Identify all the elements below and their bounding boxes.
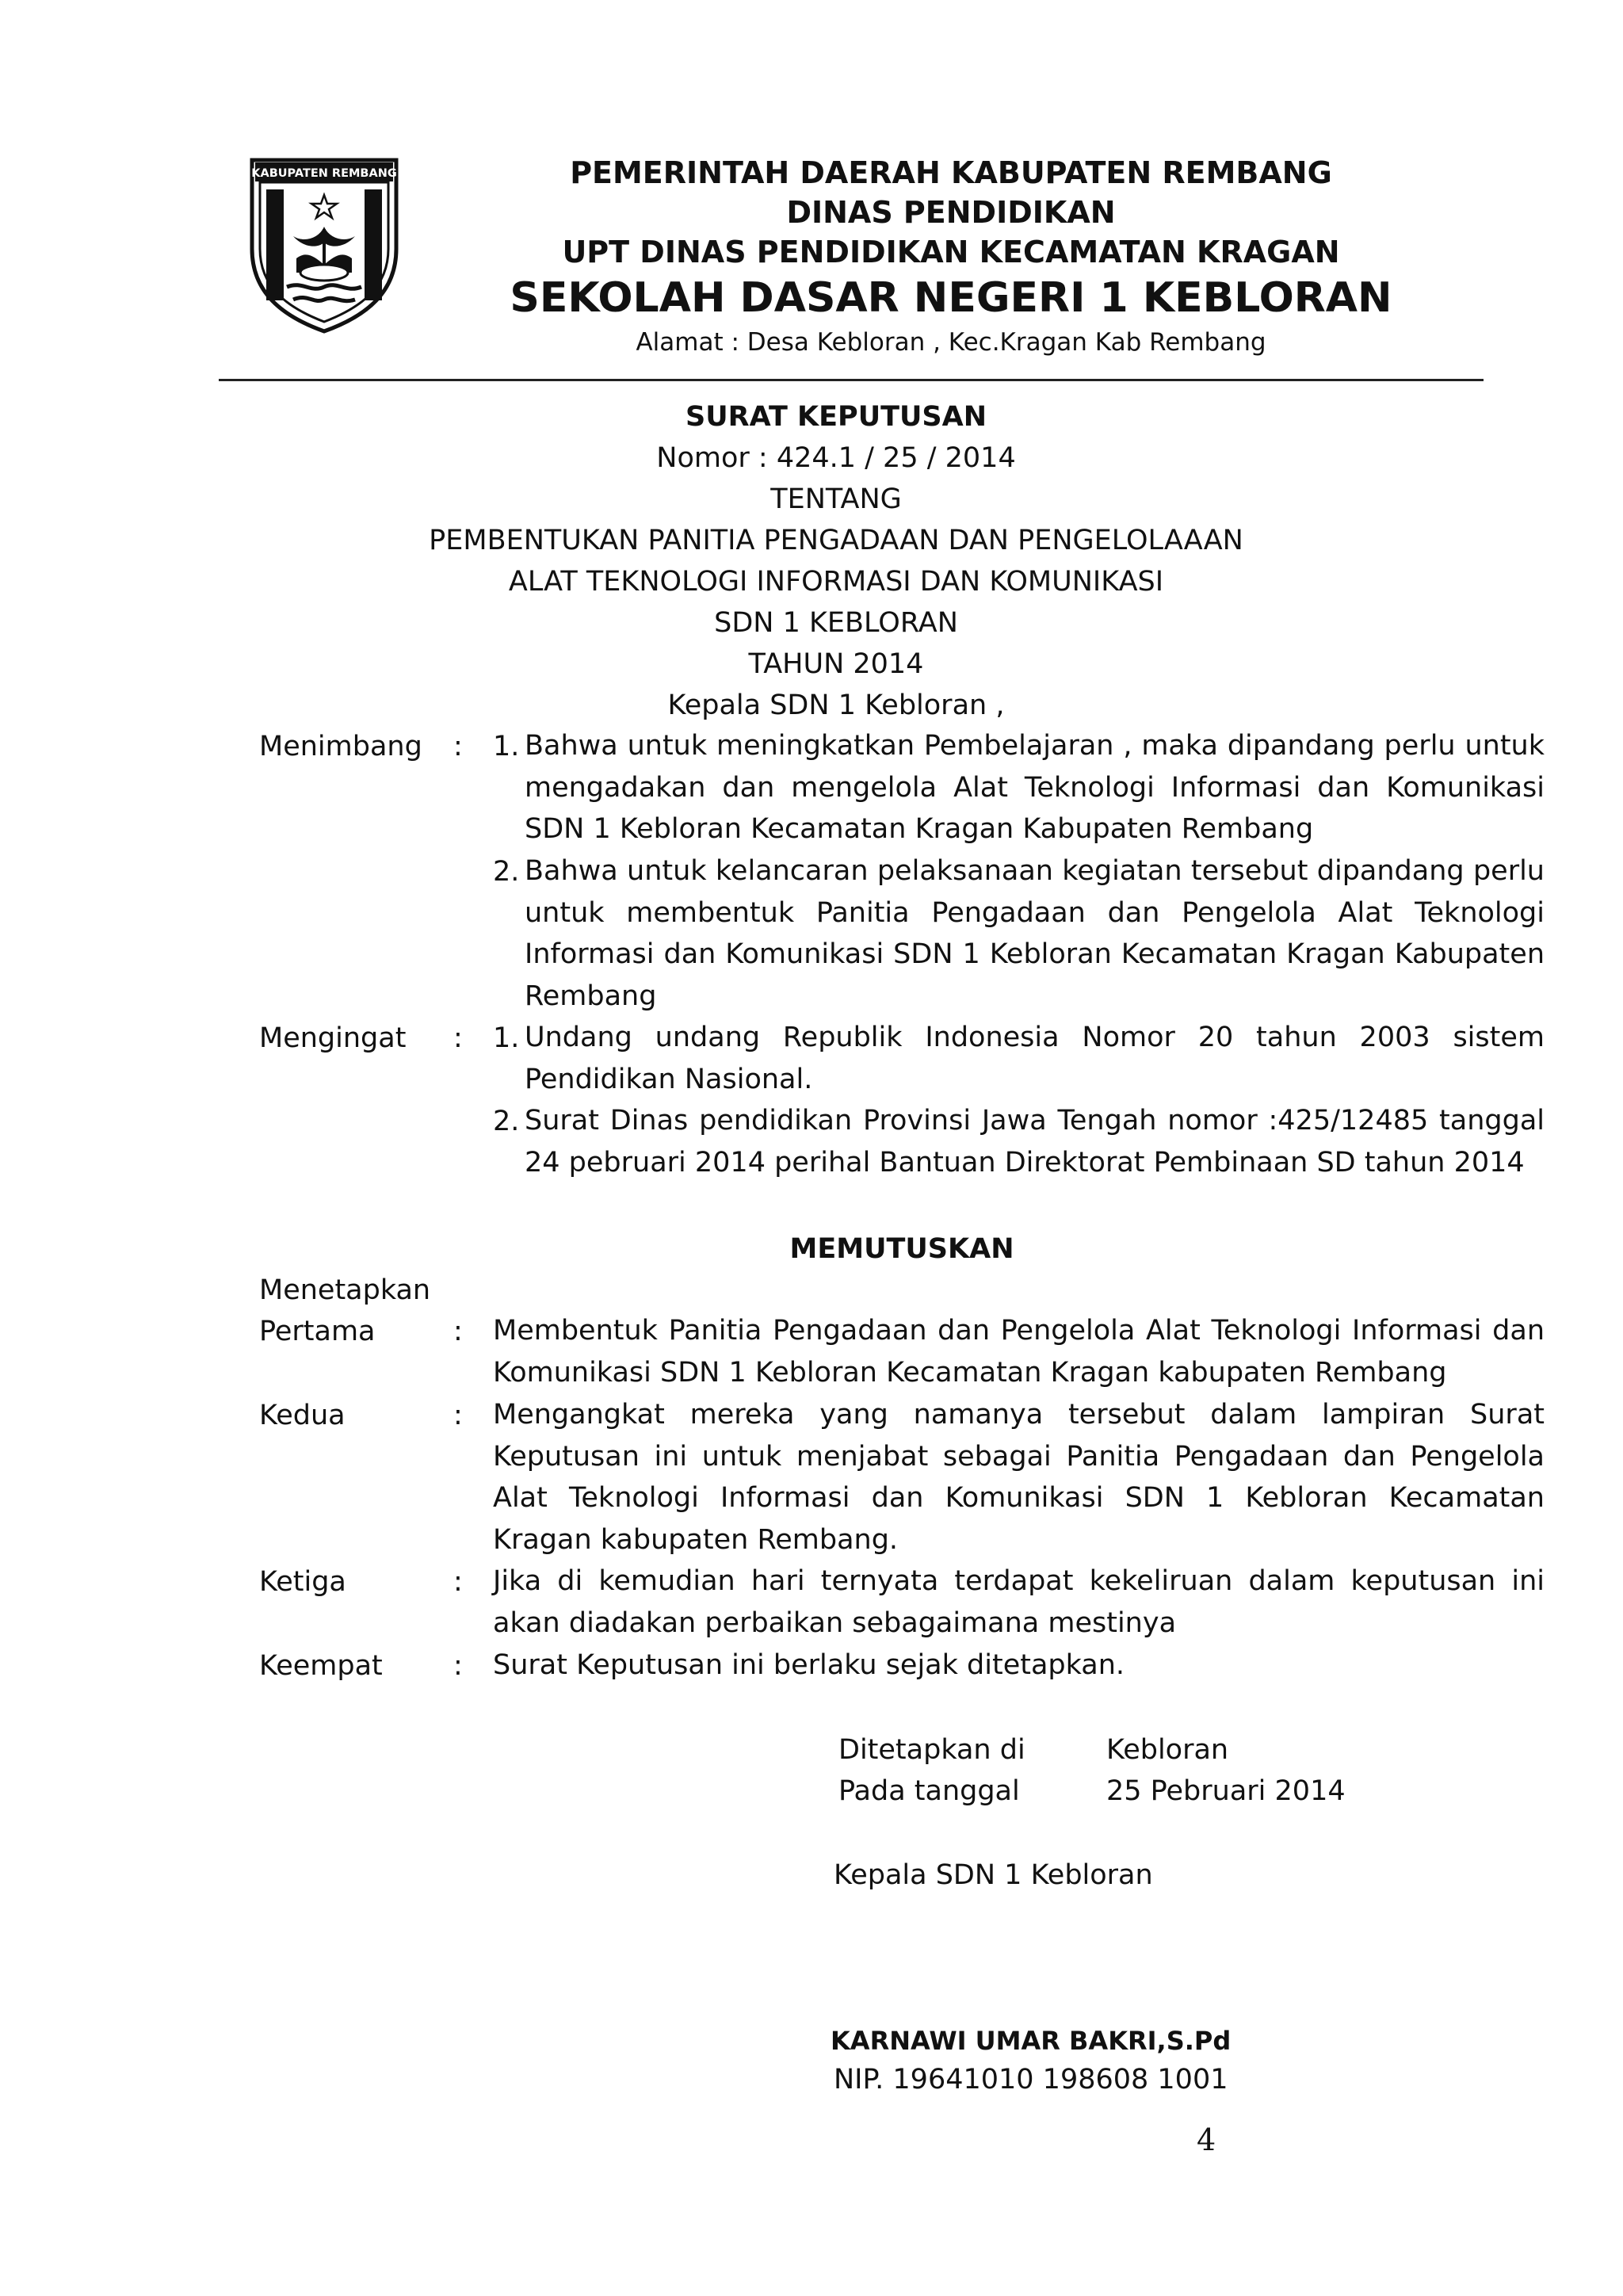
document-heading: SURAT KEPUTUSAN [685, 401, 987, 433]
menimbang-item-2-number: 2. [493, 856, 520, 888]
pertama-text: Membentuk Panitia Pengadaan dan Pengelola Alat Teknologi Informasi dan Komunikasi SDN 1 Kebloran Kecamatan Kragan kabupaten Rembang [493, 1315, 1545, 1389]
ketiga-label: Ketiga [259, 1566, 346, 1598]
keempat-text: Surat Keputusan ini berlaku sejak ditetapkan. [493, 1649, 1125, 1681]
crest-label: KABUPATEN REMBANG [251, 167, 397, 180]
pertama-colon: : [453, 1316, 463, 1347]
document-subject-line-3: SDN 1 KEBLORAN [714, 607, 958, 639]
ketiga-text: Jika di kemudian hari ternyata terdapat kekeliruan dalam keputusan ini akan diadakan perbaikan sebagaimana mestinya [493, 1565, 1545, 1639]
ketiga-colon: : [453, 1566, 463, 1598]
mengingat-item-1-number: 1. [493, 1022, 520, 1054]
document-about: TENTANG [770, 483, 902, 515]
signature-name: KARNAWI UMAR BAKRI,S.Pd [831, 2026, 1232, 2056]
menimbang-colon: : [453, 731, 463, 762]
header-address: Alamat : Desa Kebloran , Kec.Kragan Kab Rembang [636, 328, 1266, 357]
signature-date-label: Pada tanggal [838, 1775, 1020, 1807]
mengingat-item-2-number: 2. [493, 1106, 520, 1137]
mengingat-item-1-text: Undang undang Republik Indonesia Nomor 20 tahun 2003 sistem Pendidikan Nasional. [525, 1022, 1545, 1095]
mengingat-item-2-text: Surat Dinas pendidikan Provinsi Jawa Tengah nomor :425/12485 tanggal 24 pebruari 2014 perihal Bantuan Direktorat Pembinaan SD tahun 2014 [525, 1105, 1545, 1179]
pertama-label: Pertama [259, 1316, 376, 1347]
menimbang-item-2-text: Bahwa untuk kelancaran pelaksanaan kegiatan tersebut dipandang perlu untuk membentuk Panitia Pengadaan dan Pengelola Alat Teknologi Informasi dan Komunikasi SDN 1 Kebloran Kecamatan Kragan Kabupaten Rembang [525, 855, 1545, 1012]
page-number: 4 [1197, 2122, 1216, 2157]
header-department: DINAS PENDIDIKAN [786, 195, 1116, 230]
header-school-name: SEKOLAH DASAR NEGERI 1 KEBLORAN [510, 274, 1392, 322]
header-government: PEMERINTAH DAERAH KABUPATEN REMBANG [570, 155, 1332, 190]
mengingat-label: Mengingat [259, 1022, 407, 1054]
menimbang-label: Menimbang [259, 731, 422, 762]
signature-date-value: 25 Pebruari 2014 [1106, 1775, 1346, 1807]
menetapkan-label: Menetapkan [259, 1274, 431, 1306]
document-number: Nomor : 424.1 / 25 / 2014 [656, 442, 1016, 474]
header-upt: UPT DINAS PENDIDIKAN KECAMATAN KRAGAN [562, 235, 1340, 269]
kedua-colon: : [453, 1400, 463, 1431]
kabupaten-rembang-crest-icon [247, 154, 401, 334]
document-year: TAHUN 2014 [748, 648, 924, 680]
menimbang-item-1-number: 1. [493, 731, 520, 762]
keempat-label: Keempat [259, 1650, 383, 1682]
document-subject-line-1: PEMBENTUKAN PANITIA PENGADAAN DAN PENGELOLAAAN [429, 525, 1243, 556]
menimbang-item-1-text: Bahwa untuk meningkatkan Pembelajaran , maka dipandang perlu untuk mengadakan dan mengelola Alat Teknologi Informasi dan Komunikasi SDN 1 Kebloran Kecamatan Kragan Kabupaten Rembang [525, 730, 1545, 846]
mengingat-colon: : [453, 1022, 463, 1054]
signature-place-value: Kebloran [1106, 1734, 1229, 1766]
header-divider [219, 379, 1484, 381]
memutuskan-heading: MEMUTUSKAN [789, 1233, 1014, 1265]
kedua-label: Kedua [259, 1400, 346, 1431]
document-subject-line-2: ALAT TEKNOLOGI INFORMASI DAN KOMUNIKASI [508, 566, 1164, 598]
signature-place-label: Ditetapkan di [838, 1734, 1025, 1766]
keempat-colon: : [453, 1650, 463, 1682]
signature-position: Kepala SDN 1 Kebloran [834, 1859, 1153, 1891]
signature-nip: NIP. 19641010 198608 1001 [834, 2064, 1228, 2095]
document-issuer: Kepala SDN 1 Kebloran , [667, 690, 1005, 721]
kedua-text: Mengangkat mereka yang namanya tersebut dalam lampiran Surat Keputusan ini untuk menjabat sebagai Panitia Pengadaan dan Pengelola Alat Teknologi Informasi dan Komunikasi SDN 1 Kebloran Kecamatan Kragan kabupaten Rembang. [493, 1399, 1545, 1556]
